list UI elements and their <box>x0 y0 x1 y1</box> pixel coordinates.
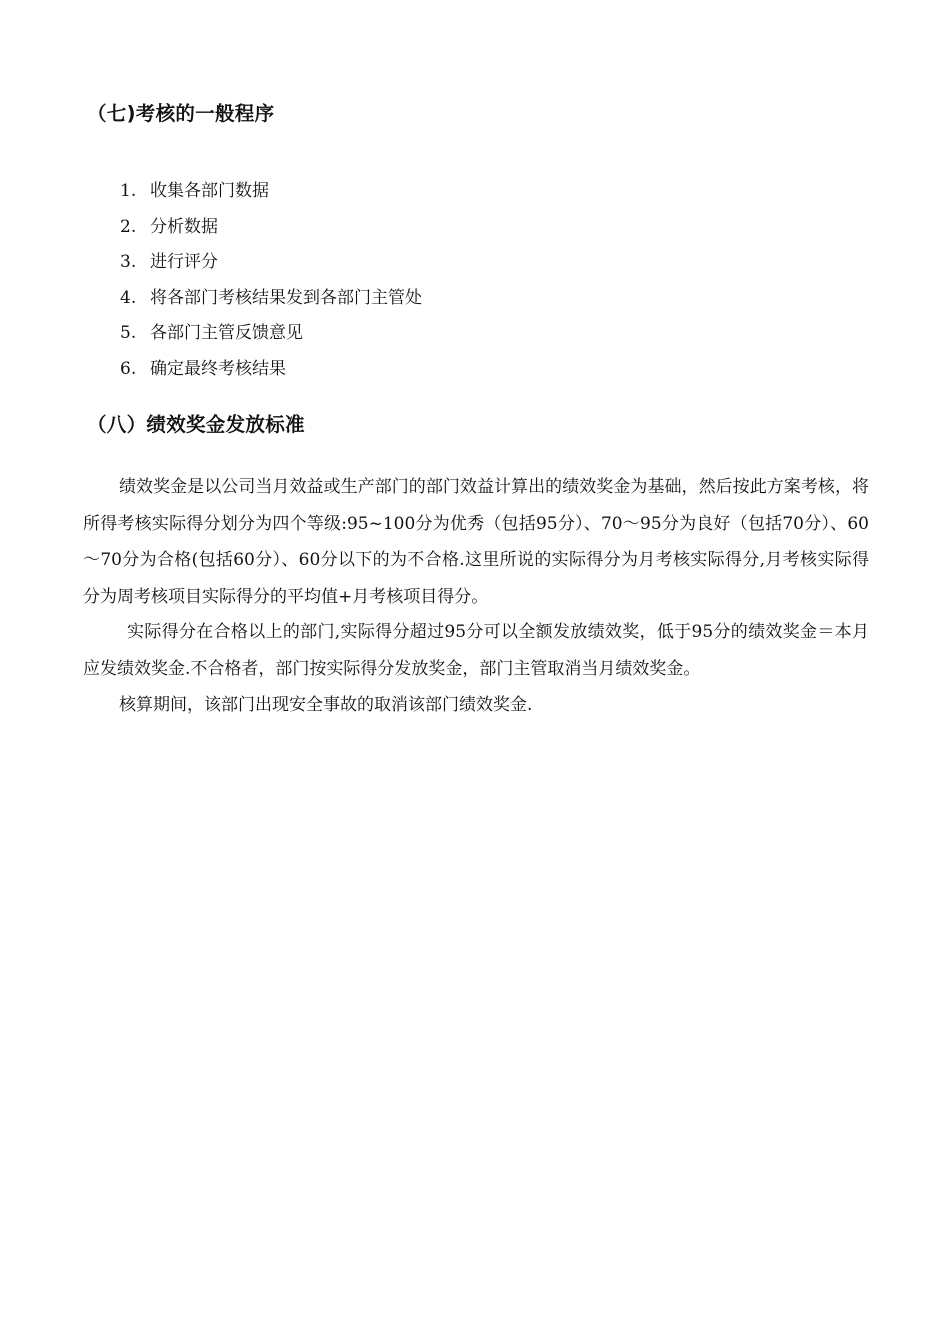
list-item-text: 进行评分 <box>150 252 218 272</box>
list-item <box>120 176 269 201</box>
list-item <box>120 247 218 272</box>
list-item-number: 4. <box>120 288 137 308</box>
list-item-text: 确定最终考核结果 <box>150 359 286 379</box>
list-item <box>120 354 286 379</box>
list-item-number: 3. <box>120 252 137 272</box>
list-item-text: 将各部门考核结果发到各部门主管处 <box>150 288 422 308</box>
list-item-number: 2. <box>120 217 137 237</box>
list-item-text: 各部门主管反馈意见 <box>150 323 303 343</box>
list-item-text: 收集各部门数据 <box>150 181 269 201</box>
section-8-heading: （八）绩效奖金发放标准 <box>87 413 305 436</box>
list-item-number: 6. <box>120 359 137 379</box>
safety-incident-paragraph: 核算期间，该部门出现安全事故的取消该部门绩效奖金. <box>119 695 533 715</box>
list-item-text: 分析数据 <box>150 217 218 237</box>
list-item <box>120 283 422 308</box>
list-item-number: 5. <box>120 323 137 343</box>
bonus-basis-paragraph: 绩效奖金是以公司当月效益或生产部门的部门效益计算出的绩效奖金为基础，然后按此方案考核，将所得考核实际得分划分为四个等级:95~100分为优秀（包括95分）、70～95分为良好（包括70分）、60～70分为合格(包括60分）、60分以下的为不合格.这里所说的实际得分为月考核实际得分,月考核实际得分为周考核项目实际得分的平均值+月考核项目得分。 <box>83 477 869 607</box>
section-7-heading: （七)考核的一般程序 <box>87 102 275 125</box>
list-item-number: 1. <box>120 181 137 201</box>
list-item <box>120 318 303 343</box>
bonus-payment-paragraph: 实际得分在合格以上的部门,实际得分超过95分可以全额发放绩效奖，低于95分的绩效奖金＝本月应发绩效奖金.不合格者，部门按实际得分发放奖金，部门主管取消当月绩效奖金。 <box>83 622 869 679</box>
list-item <box>120 212 218 237</box>
